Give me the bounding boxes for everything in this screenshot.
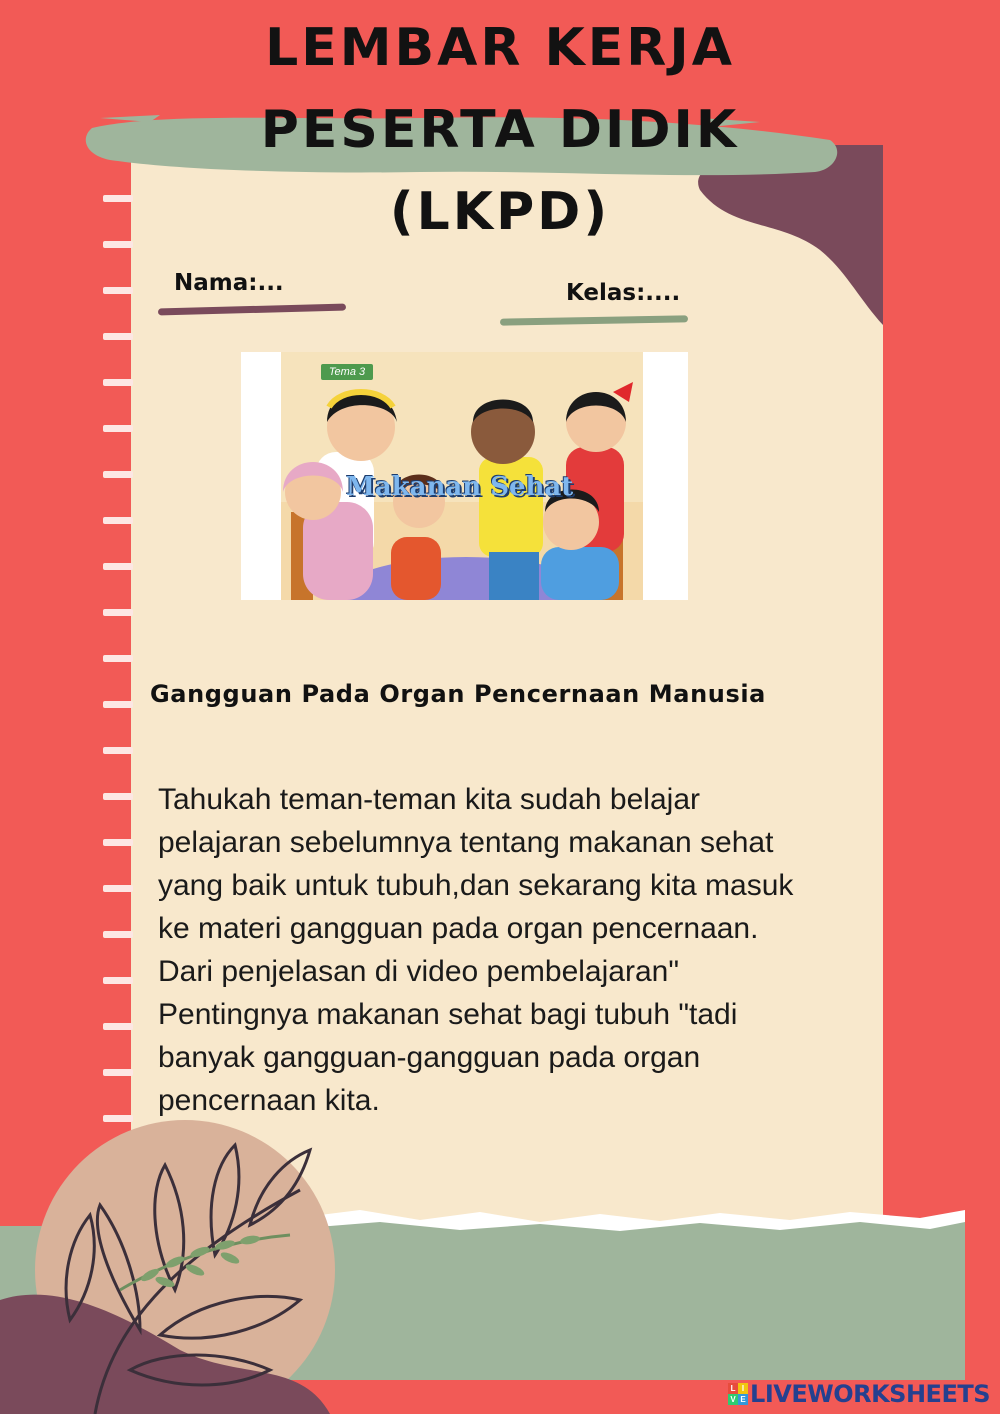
cover-title: Makanan Sehat [346, 472, 574, 502]
liveworksheets-brand[interactable] [728, 1380, 990, 1408]
paragraph-line: Tahukah teman-teman kita sudah belajar [158, 783, 700, 816]
logo-letter: V [728, 1394, 738, 1405]
title-line-2: PESERTA DIDIK [260, 100, 740, 160]
paragraph-line: pelajaran sebelumnya tentang makanan sehat [158, 826, 774, 859]
paragraph-line: ke materi gangguan pada organ pencernaan. [158, 912, 759, 945]
title-line-1: LEMBAR KERJA [265, 18, 735, 78]
paragraph-line: pencernaan kita. [158, 1084, 380, 1117]
class-label: Kelas:.... [566, 280, 681, 306]
logo-letter: E [738, 1394, 748, 1405]
paragraph-line: Pentingnya makanan sehat bagi tubuh "tadi [158, 998, 738, 1031]
tema-badge: Tema 3 [321, 364, 373, 380]
section-heading: Gangguan Pada Organ Pencernaan Manusia [150, 680, 766, 708]
brand-name: LIVEWORKSHEETS [750, 1380, 990, 1408]
paragraph-line: banyak gangguan-gangguan pada organ [158, 1041, 701, 1074]
name-label: Nama:... [174, 270, 284, 296]
title-line-3: (LKPD) [389, 182, 611, 242]
paragraph-line: Dari penjelasan di video pembelajaran" [158, 955, 679, 988]
logo-letter: L [728, 1383, 738, 1394]
logo-letter: I [738, 1383, 748, 1394]
liveworksheets-logo-icon [728, 1383, 748, 1405]
paragraph-line: yang baik untuk tubuh,dan sekarang kita masuk [158, 869, 794, 902]
